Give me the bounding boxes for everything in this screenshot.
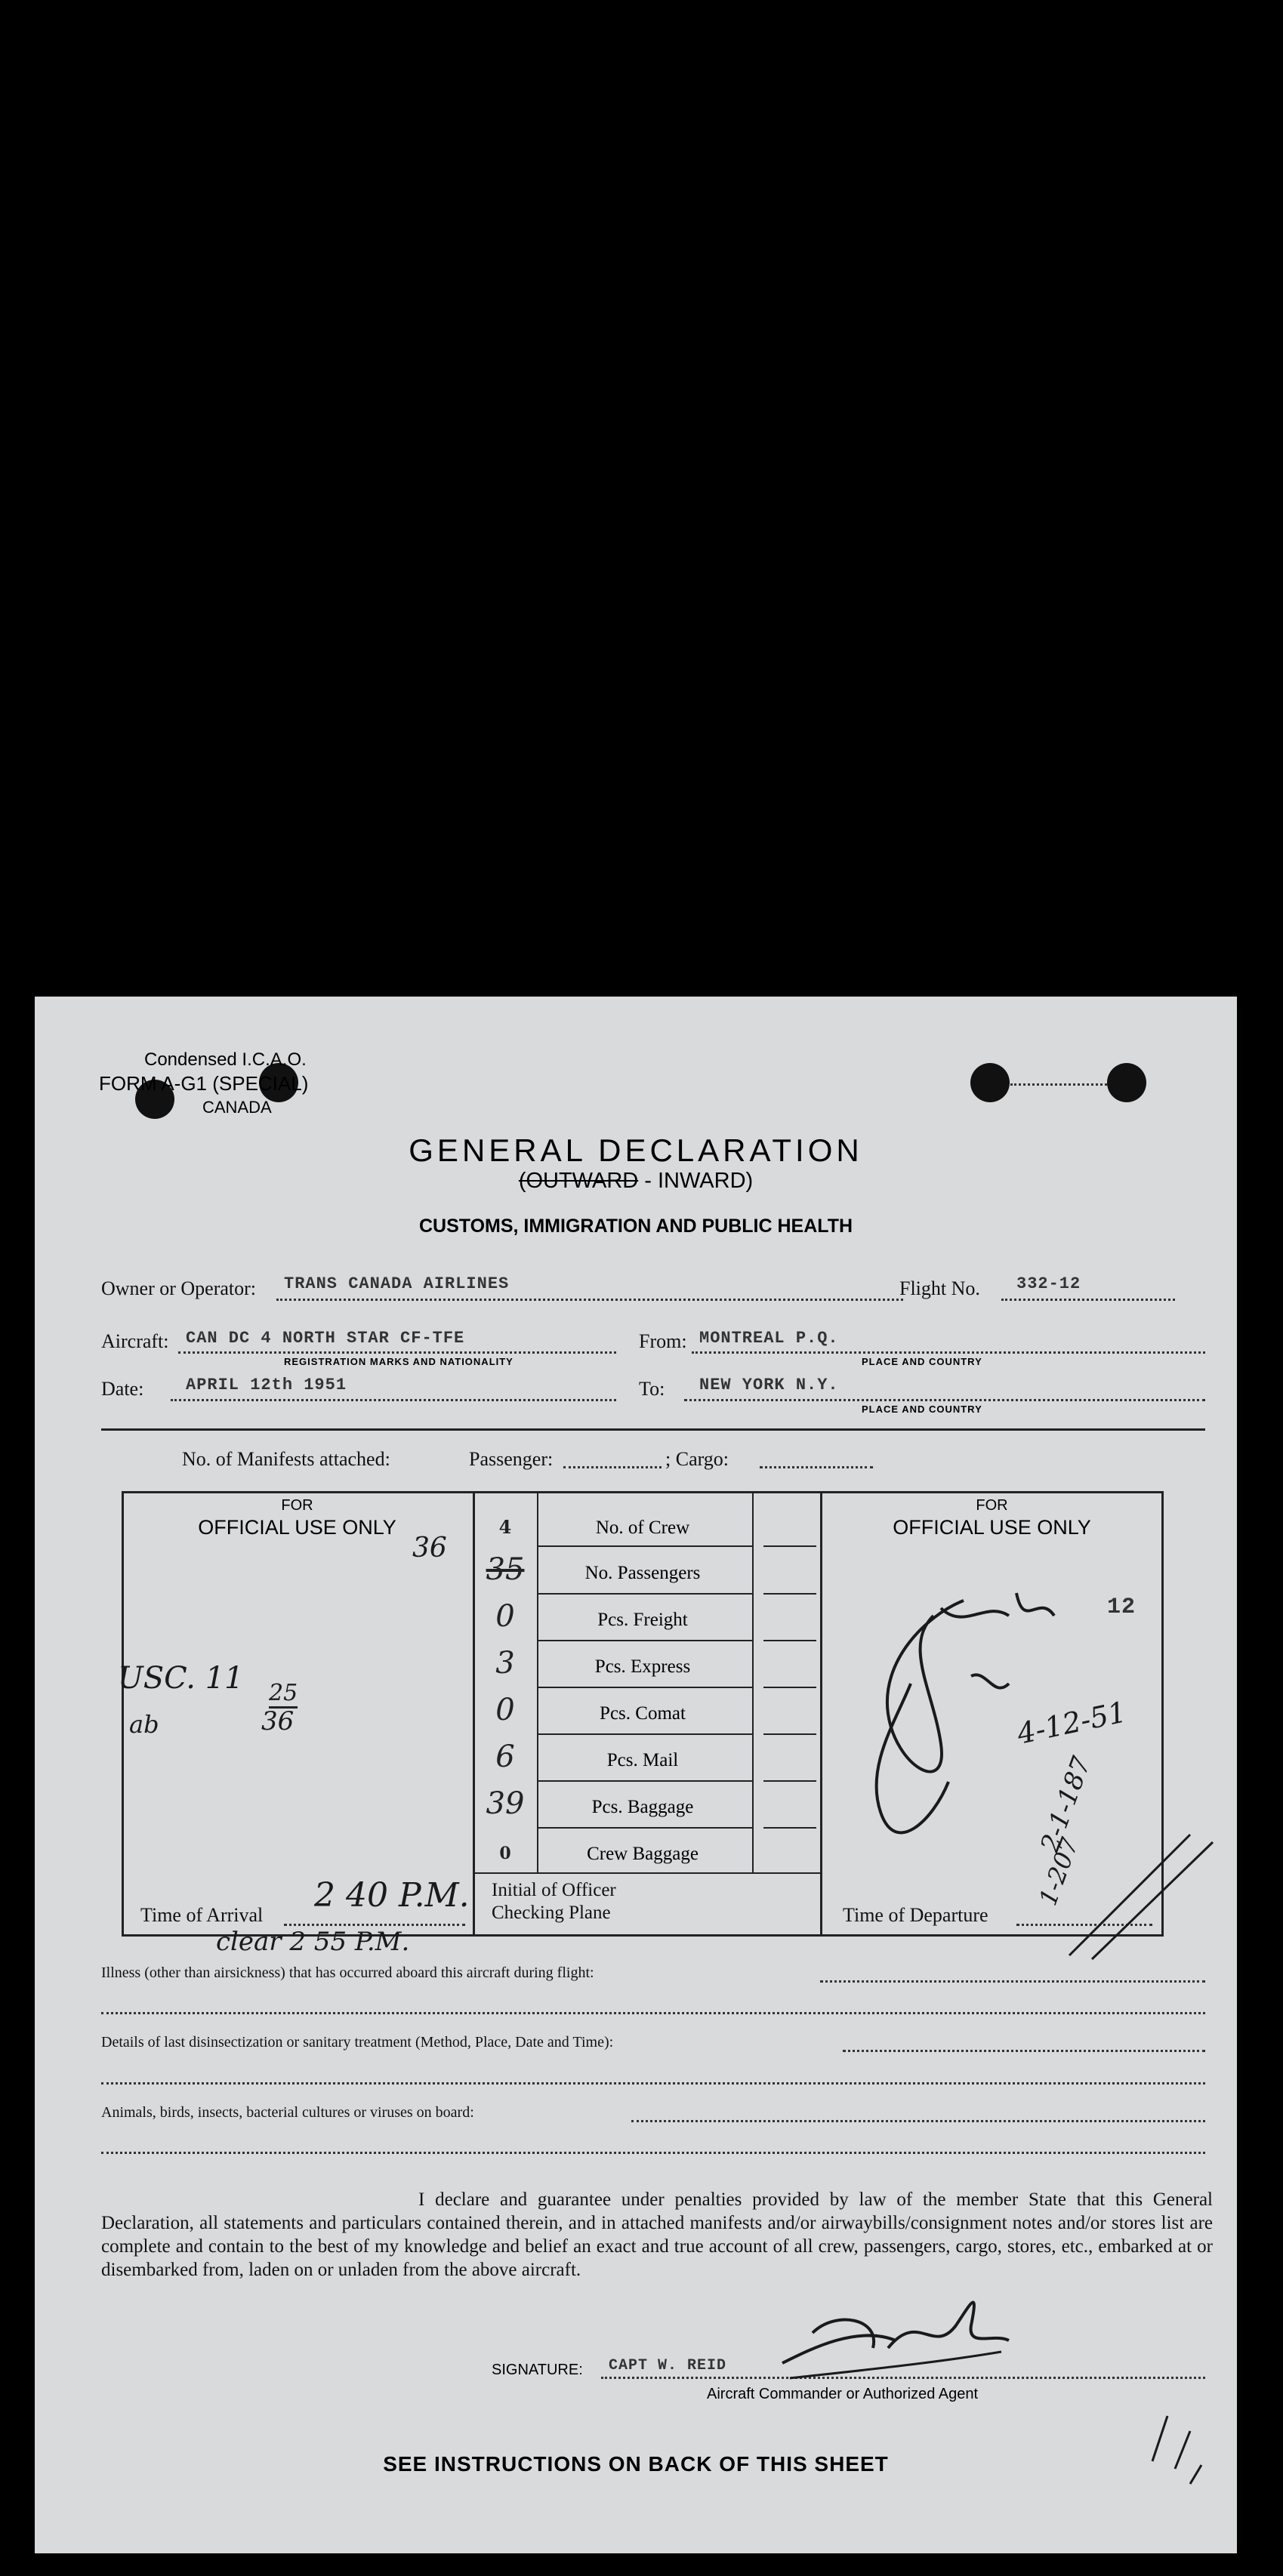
place-caption-from: PLACE AND COUNTRY bbox=[862, 1356, 982, 1367]
row-rule bbox=[763, 1545, 816, 1547]
from-label: From: bbox=[639, 1330, 687, 1352]
right-header-for: FOR bbox=[976, 1497, 1008, 1514]
animals-line bbox=[631, 2120, 1205, 2122]
dotted-rule bbox=[1010, 1083, 1107, 1086]
declaration-text: I declare and guarantee under penalties provided by law of the member State that this General Declaration, all statements and particulars contained therein, and in attached manifests and/or airwaybills/consignment notes and/or stores list are complete and contain to the best of my knowledge and belief an exact and true account of all crew, passengers, cargo, stores, etc., embarked at or disembarked from, laden on or unladen from the above aircraft. bbox=[101, 2189, 1213, 2280]
flight-label: Flight No. bbox=[899, 1277, 980, 1299]
passengers-value: 35 bbox=[486, 1552, 525, 1587]
hand-arrival-time: 2 40 P.M. bbox=[314, 1876, 470, 1915]
row-rule bbox=[763, 1593, 816, 1595]
to-line bbox=[684, 1399, 1205, 1401]
form-subtitle bbox=[35, 1169, 1237, 1194]
owner-line bbox=[276, 1299, 903, 1301]
form-title: GENERAL DECLARATION bbox=[409, 1132, 863, 1168]
form-header-line2: FORM A-G1 (SPECIAL) bbox=[99, 1072, 309, 1095]
express-value: 3 bbox=[495, 1646, 515, 1681]
officer-signature-mark bbox=[835, 1570, 1084, 1865]
left-header-official: OFFICIAL USE ONLY bbox=[198, 1516, 396, 1539]
initial-label-1: Initial of Officer bbox=[492, 1880, 616, 1900]
row-rule bbox=[763, 1733, 816, 1735]
aircraft-line bbox=[178, 1351, 616, 1354]
flight-line bbox=[1001, 1299, 1175, 1301]
table-divider bbox=[537, 1491, 538, 1872]
hand-fraction-bottom: 36 bbox=[261, 1706, 295, 1736]
row-rule bbox=[537, 1640, 752, 1641]
right-header-official: OFFICIAL USE ONLY bbox=[893, 1516, 1091, 1539]
disinsect-line bbox=[843, 2050, 1205, 2052]
illness-label: Illness (other than airsickness) that has occurred aboard this aircraft during flight: bbox=[101, 1964, 594, 1981]
crew-value: 4 bbox=[498, 1516, 512, 1538]
signature-label: SIGNATURE: bbox=[492, 2362, 583, 2378]
illness-line-2 bbox=[101, 2012, 1205, 2014]
margin-marks bbox=[1145, 2401, 1220, 2491]
row-rule bbox=[537, 1687, 752, 1688]
date-label: Date: bbox=[101, 1378, 144, 1400]
row-rule bbox=[537, 1593, 752, 1595]
aircraft-value: CAN DC 4 NORTH STAR CF-TFE bbox=[186, 1329, 465, 1348]
punch-hole bbox=[970, 1063, 1010, 1102]
aircraft-label: Aircraft: bbox=[101, 1330, 169, 1352]
hand-fraction-top: 25 bbox=[269, 1680, 298, 1709]
animals-label: Animals, birds, insects, bacterial cultures or viruses on board: bbox=[101, 2104, 474, 2121]
freight-label: Pcs. Freight bbox=[597, 1610, 688, 1630]
owner-value: TRANS CANADA AIRLINES bbox=[284, 1274, 510, 1293]
date-value: APRIL 12th 1951 bbox=[186, 1376, 347, 1394]
left-header-for: FOR bbox=[281, 1497, 313, 1514]
hand-ab: ab bbox=[129, 1710, 159, 1739]
row-rule bbox=[763, 1827, 816, 1829]
row-rule bbox=[537, 1780, 752, 1782]
place-caption-to: PLACE AND COUNTRY bbox=[862, 1404, 982, 1415]
animals-line-2 bbox=[101, 2152, 1205, 2154]
row-rule bbox=[537, 1733, 752, 1735]
disinsect-label: Details of last disinsectization or sanitary treatment (Method, Place, Date and Time): bbox=[101, 2034, 614, 2051]
cargo-line bbox=[760, 1466, 873, 1468]
right-number: 12 bbox=[1107, 1595, 1137, 1620]
owner-label: Owner or Operator: bbox=[101, 1277, 257, 1299]
illness-line bbox=[820, 1980, 1205, 1983]
to-value: NEW YORK N.Y. bbox=[699, 1376, 839, 1394]
hand-count-top: 36 bbox=[412, 1533, 447, 1564]
hand-note-1: 2-1-187 bbox=[1035, 1752, 1097, 1857]
hand-usc: USC. 11 bbox=[118, 1661, 244, 1696]
arrival-label: Time of Arrival bbox=[140, 1904, 264, 1926]
flight-value: 332-12 bbox=[1016, 1274, 1081, 1293]
mail-value: 6 bbox=[495, 1739, 515, 1774]
passengers-label: No. Passengers bbox=[584, 1563, 701, 1583]
document-page bbox=[35, 997, 1237, 2553]
row-rule bbox=[537, 1545, 752, 1547]
arrival-line bbox=[284, 1924, 465, 1926]
freight-value: 0 bbox=[495, 1599, 515, 1634]
form-header-country: CANADA bbox=[202, 1098, 272, 1117]
departure-label: Time of Departure bbox=[843, 1904, 988, 1926]
mail-label: Pcs. Mail bbox=[606, 1750, 679, 1770]
commander-signature bbox=[767, 2280, 1016, 2393]
to-label: To: bbox=[639, 1378, 665, 1400]
footer-instructions: SEE INSTRUCTIONS ON BACK OF THIS SHEET bbox=[383, 2452, 889, 2476]
comat-label: Pcs. Comat bbox=[600, 1703, 686, 1724]
registration-caption: REGISTRATION MARKS AND NATIONALITY bbox=[284, 1356, 514, 1367]
from-value: MONTREAL P.Q. bbox=[699, 1329, 839, 1348]
form-agencies: CUSTOMS, IMMIGRATION AND PUBLIC HEALTH bbox=[418, 1216, 853, 1237]
row-rule bbox=[763, 1687, 816, 1688]
comat-value: 0 bbox=[495, 1693, 515, 1727]
punch-hole bbox=[1107, 1063, 1146, 1102]
cargo-label: ; Cargo: bbox=[665, 1448, 729, 1470]
signature-caption: Aircraft Commander or Authorized Agent bbox=[707, 2386, 979, 2402]
row-rule bbox=[763, 1780, 816, 1782]
separator bbox=[101, 1428, 1205, 1431]
subtitle-struck: (OUTWARD bbox=[518, 1169, 639, 1193]
hand-note-2: 1-207 bbox=[1033, 1834, 1084, 1909]
row-rule bbox=[763, 1640, 816, 1641]
subtitle-inward: - INWARD) bbox=[644, 1169, 754, 1193]
manifests-label: No. of Manifests attached: bbox=[182, 1448, 390, 1470]
signature-value: CAPT W. REID bbox=[609, 2357, 727, 2374]
initial-label-2: Checking Plane bbox=[492, 1903, 611, 1923]
date-line bbox=[171, 1399, 616, 1401]
table-divider bbox=[820, 1491, 822, 1937]
disinsect-line-2 bbox=[101, 2082, 1205, 2085]
baggage-value: 39 bbox=[486, 1786, 525, 1821]
from-line bbox=[692, 1351, 1205, 1354]
hand-clear-time: clear 2 55 P.M. bbox=[216, 1927, 410, 1957]
crew-label: No. of Crew bbox=[595, 1518, 690, 1538]
table-divider bbox=[752, 1491, 754, 1872]
crew-baggage-value: 0 bbox=[499, 1844, 511, 1863]
baggage-label: Pcs. Baggage bbox=[591, 1797, 694, 1817]
passenger-label: Passenger: bbox=[469, 1448, 554, 1470]
hand-date: 4-12-51 bbox=[1014, 1695, 1130, 1751]
row-rule bbox=[473, 1872, 820, 1874]
row-rule bbox=[537, 1827, 752, 1829]
passenger-line bbox=[563, 1466, 662, 1468]
form-header-line1: Condensed I.C.A.O. bbox=[144, 1049, 307, 1070]
express-label: Pcs. Express bbox=[594, 1656, 691, 1677]
crew-baggage-label: Crew Baggage bbox=[587, 1844, 699, 1864]
diagonal-strokes bbox=[1062, 1812, 1235, 1963]
